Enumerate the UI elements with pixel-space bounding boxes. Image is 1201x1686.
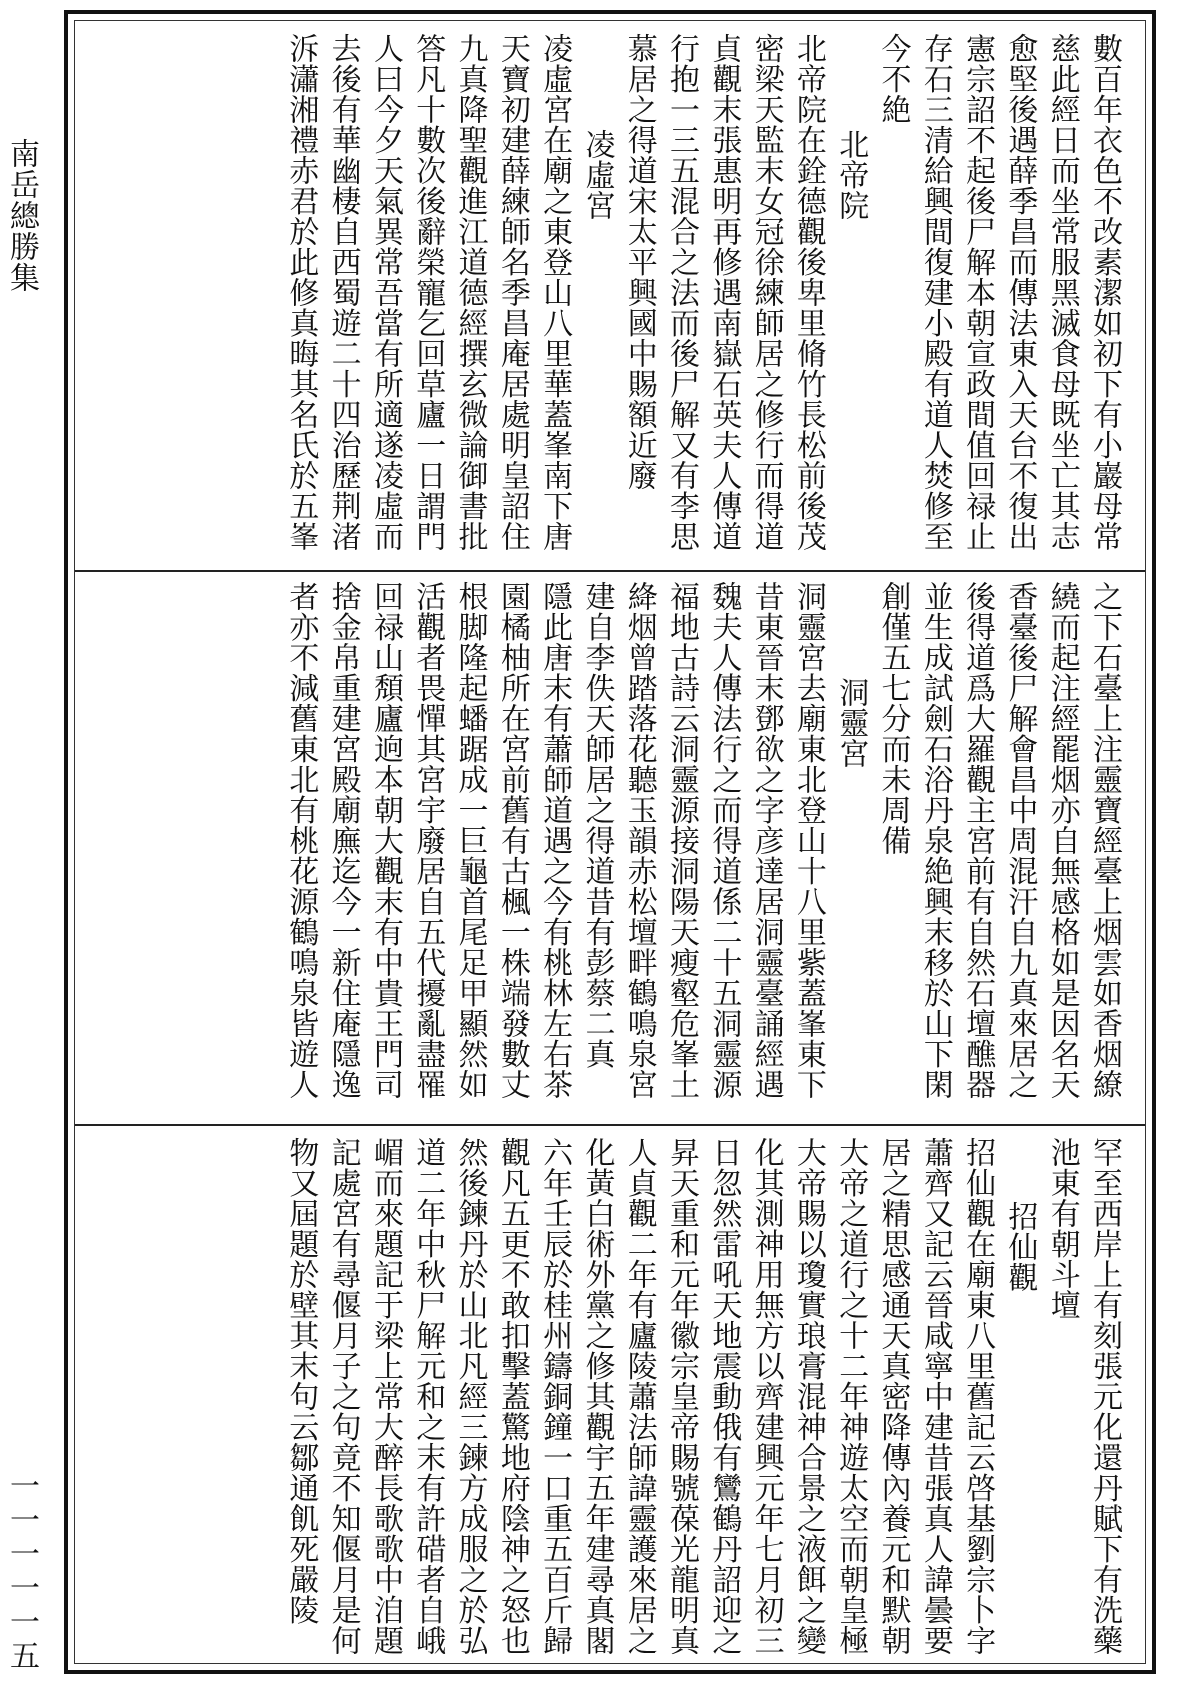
text-column: 化其測神用無方以齊建興元年七月初三 bbox=[748, 1137, 784, 1656]
margin-book-title: 南岳總勝集 bbox=[4, 138, 39, 293]
text-column: 今不絶 bbox=[875, 33, 911, 125]
margin-page-number: 一一一一一五 bbox=[4, 1470, 39, 1674]
page-frame bbox=[64, 10, 1156, 1674]
text-column: 慕居之得道宋太平興國中賜額近廢 bbox=[621, 33, 657, 491]
text-column: 人貞觀二年有廬陵蕭法師諱靈護來居之 bbox=[621, 1137, 657, 1656]
text-column: 天寶初建薛練師名季昌庵居處明皇詔住 bbox=[494, 33, 530, 552]
panel-divider-2 bbox=[75, 1124, 1145, 1126]
text-column: 招仙觀在廟東八里舊記云啓基劉宗卜字 bbox=[960, 1137, 996, 1656]
text-column: 存石三清給興間復建小殿有道人焚修至 bbox=[917, 33, 953, 552]
text-column: 記處宮有尋偃月子之句竟不知偃月是何 bbox=[325, 1137, 361, 1656]
text-column: 大帝賜以瓊實琅膏混神合景之液餌之變 bbox=[790, 1137, 826, 1656]
text-column: 物又屆題於壁其末句云鄒通飢死嚴陵 bbox=[283, 1137, 319, 1625]
text-column: 行抱一三五混合之法而後尸解又有李思 bbox=[664, 33, 700, 552]
text-column: 隱此唐末有蕭師道遇之今有桃林左右茶 bbox=[537, 581, 573, 1100]
text-column: 洞靈宮去廟東北登山十八里紫蓋峯東下 bbox=[790, 581, 826, 1100]
text-column: 貞觀末張惠明再修遇南嶽石英夫人傳道 bbox=[706, 33, 742, 552]
text-column: 泝瀟湘禮赤君於此修真晦其名氏於五峯 bbox=[283, 33, 319, 552]
text-column: 並生成試劍石浴丹泉絶興末移於山下閑 bbox=[917, 581, 953, 1100]
text-column: 六年壬辰於桂州鑄銅鐘一口重五百斤歸 bbox=[537, 1137, 573, 1656]
text-column: 繞而起注經罷烟亦自無感格如是因名天 bbox=[1044, 581, 1080, 1100]
panel-divider-1 bbox=[75, 570, 1145, 572]
text-panel-middle bbox=[81, 581, 1139, 1121]
text-column: 香臺後尸解會昌中周混汗自九真來居之 bbox=[1002, 581, 1038, 1100]
text-column: 去後有華幽棲自西蜀遊二十四治歷荆渚 bbox=[325, 33, 361, 552]
text-column: 數百年衣色不改素潔如初下有小巖母常 bbox=[1087, 33, 1122, 552]
text-column: 嵋而來題記于梁上常大醉長歌歌中洎題 bbox=[367, 1137, 403, 1656]
text-column: 憲宗詔不起後尸解本朝宣政間值回禄止 bbox=[960, 33, 996, 552]
text-column: 慈此經日而坐常服黑滅食母既坐亡其志 bbox=[1044, 33, 1080, 552]
text-column: 者亦不減舊東北有桃花源鶴鳴泉皆遊人 bbox=[283, 581, 319, 1100]
text-column: 回禄山頽廬逈本朝大觀末有中貴王門司 bbox=[367, 581, 403, 1100]
section-heading: 北帝院 bbox=[833, 129, 869, 221]
text-column: 答凡十數次後辭榮寵乞回草廬一日謂門 bbox=[410, 33, 446, 552]
text-column: 人曰今夕天氣異常吾當有所適遂凌虛而 bbox=[367, 33, 403, 552]
text-column: 愈堅後遇薛季昌而傳法東入天台不復出 bbox=[1002, 33, 1038, 552]
text-column: 大帝之道行之十二年神遊太空而朝皇極 bbox=[833, 1137, 869, 1656]
text-column: 建自李佚天師居之得道昔有彭蔡二真 bbox=[579, 581, 615, 1069]
text-column: 居之精思感通天真密降傳內養元和默朝 bbox=[875, 1137, 911, 1656]
text-column: 九真降聖觀進江道德經撰玄微論御書批 bbox=[452, 33, 488, 552]
text-column: 之下石臺上注靈寶經臺上烟雲如香烟繚 bbox=[1087, 581, 1122, 1100]
text-column: 北帝院在銓德觀後卑里脩竹長松前後茂 bbox=[790, 33, 826, 552]
text-column: 根脚隆起蟠踞成一巨龜首尾足甲顯然如 bbox=[452, 581, 488, 1100]
text-column: 然後鍊丹於山北凡經三鍊方成服之於弘 bbox=[452, 1137, 488, 1656]
text-panel-top bbox=[81, 33, 1139, 567]
text-column: 密梁天監末女冠徐練師居之修行而得道 bbox=[748, 33, 784, 552]
text-column: 罕至西岸上有刻張元化還丹賦下有洗藥 bbox=[1087, 1137, 1122, 1656]
page-frame-inner bbox=[74, 20, 1146, 1664]
text-column: 化黃白術外黨之修其觀宇五年建尋真閣 bbox=[579, 1137, 615, 1656]
section-heading: 招仙觀 bbox=[1002, 1201, 1038, 1293]
text-column: 昇天重和元年徽宗皇帝賜號葆光龍明真 bbox=[664, 1137, 700, 1656]
text-column: 池東有朝斗壇 bbox=[1044, 1137, 1080, 1320]
text-column: 魏夫人傳法行之而得道係二十五洞靈源 bbox=[706, 581, 742, 1100]
text-column: 創僅五七分而未周備 bbox=[875, 581, 911, 856]
section-heading: 洞靈宮 bbox=[833, 677, 869, 769]
text-column: 絳烟曾踏落花聽玉韻赤松壇畔鶴鳴泉宮 bbox=[621, 581, 657, 1100]
section-heading: 凌虛宮 bbox=[579, 129, 615, 221]
text-column: 捨金帛重建宮殿廟廡迄今一新住庵隱逸 bbox=[325, 581, 361, 1100]
text-column: 活觀者畏憚其宮宇廢居自五代擾亂盡罹 bbox=[410, 581, 446, 1100]
text-column: 道二年中秋尸解元和之末有許碏者自峨 bbox=[410, 1137, 446, 1656]
text-column: 觀凡五更不敢扣擊蓋驚地府陰神之怒也 bbox=[494, 1137, 530, 1656]
text-column: 蕭齊又記云晉咸寧中建昔張真人諱曇要 bbox=[917, 1137, 953, 1656]
text-column: 昔東晉末鄧欲之字彦達居洞靈臺誦經遇 bbox=[748, 581, 784, 1100]
text-column: 園橘柚所在宮前舊有古楓一株端發數丈 bbox=[494, 581, 530, 1100]
text-column: 日忽然雷吼天地震動俄有鸞鶴丹詔迎之 bbox=[706, 1137, 742, 1656]
text-panel-bottom bbox=[81, 1137, 1139, 1671]
text-column: 後得道爲大羅觀主宮前有自然石壇醮器 bbox=[960, 581, 996, 1100]
text-column: 福地古詩云洞靈源接洞陽天瘦壑危峯土 bbox=[664, 581, 700, 1100]
text-column: 凌虛宮在廟之東登山八里華蓋峯南下唐 bbox=[537, 33, 573, 552]
